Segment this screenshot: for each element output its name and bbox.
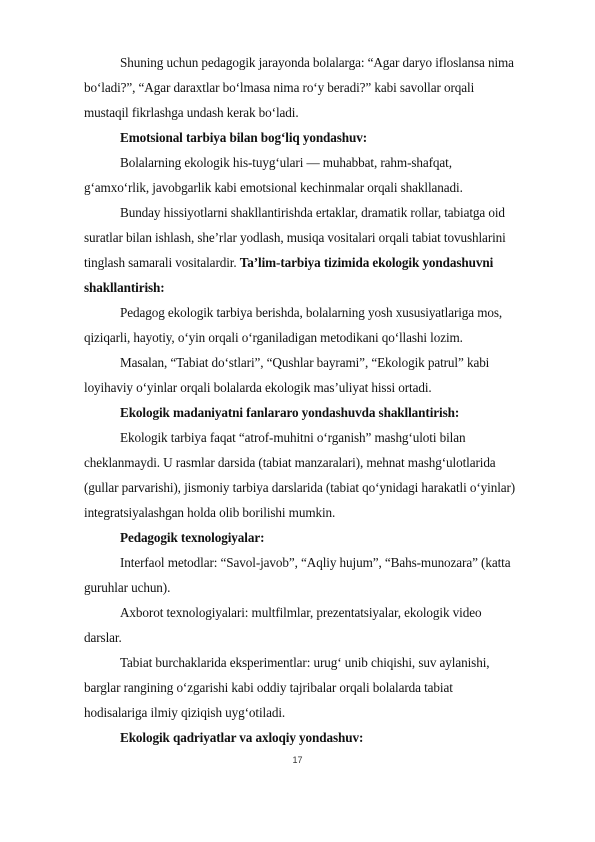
section-heading: Ekologik madaniyatni fanlararo yondashuvda shakllantirish: (120, 405, 460, 420)
paragraph-line: qiziqarli, hayotiy, o‘yin orqali o‘rganiladigan metodikani qo‘llashi lozim. (84, 330, 463, 345)
section-heading: Pedagogik texnologiyalar: (120, 530, 265, 545)
paragraph-line: mustaqil fikrlashga undash kerak bo‘ladi. (84, 105, 299, 120)
paragraph-line: Shuning uchun pedagogik jarayonda bolalarga: “Agar daryo ifloslansa nima (120, 55, 514, 70)
paragraph-text: tinglash samarali vositalardir. (84, 255, 240, 270)
paragraph-line: Interfaol metodlar: “Savol-javob”, “Aqliy hujum”, “Bahs-munozara” (katta (120, 555, 511, 570)
section-heading: Ekologik qadriyatlar va axloqiy yondashuv: (120, 730, 364, 745)
paragraph-line: g‘amxo‘rlik, javobgarlik kabi emotsional kechinmalar orqali shakllanadi. (84, 180, 463, 195)
paragraph-line: (gullar parvarishi), jismoniy tarbiya darslarida (tabiat qo‘ynidagi harakatli o‘yinlar) (84, 480, 516, 495)
paragraph-line-mixed (84, 255, 493, 271)
paragraph-line: bo‘ladi?”, “Agar daraxtlar bo‘lmasa nima ro‘y beradi?” kabi savollar orqali (84, 80, 475, 95)
paragraph-line: Masalan, “Tabiat do‘stlari”, “Qushlar bayrami”, “Ekologik patrul” kabi (120, 355, 490, 370)
paragraph-line: Pedagog ekologik tarbiya berishda, bolalarning yosh xususiyatlariga mos, (120, 305, 503, 320)
paragraph-line: Tabiat burchaklarida eksperimentlar: urug‘ unib chiqishi, suv aylanishi, (120, 655, 490, 670)
paragraph-line: barglar rangining o‘zgarishi kabi oddiy tajribalar orqali bolalarda tabiat (84, 680, 453, 695)
paragraph-line: Bolalarning ekologik his-tuyg‘ulari — muhabbat, rahm-shafqat, (120, 155, 452, 170)
paragraph-line: suratlar bilan ishlash, she’rlar yodlash, musiqa vositalari orqali tabiat tovushlarini (84, 230, 506, 245)
paragraph-line: loyihaviy o‘yinlar orqali bolalarda ekologik mas’uliyat hissi ortadi. (84, 380, 432, 395)
paragraph-line: cheklanmaydi. U rasmlar darsida (tabiat manzaralari), mehnat mashg‘ulotlarida (84, 455, 496, 470)
paragraph-line: Ekologik tarbiya faqat “atrof-muhitni o‘rganish” mashg‘uloti bilan (120, 430, 466, 445)
paragraph-line: integratsiyalashgan holda olib borilishi mumkin. (84, 505, 336, 520)
page-number: 17 (292, 755, 303, 765)
section-heading: Emotsional tarbiya bilan bog‘liq yondashuv: (120, 130, 368, 145)
section-heading-start: Ta’lim-tarbiya tizimida ekologik yondashuvni (239, 255, 494, 270)
paragraph-line: hodisalariga ilmiy qiziqish uyg‘otiladi. (84, 705, 286, 720)
section-heading: shakllantirish: (84, 280, 165, 295)
paragraph-line: darslar. (84, 630, 122, 645)
paragraph-line: Axborot texnologiyalari: multfilmlar, prezentatsiyalar, ekologik video (120, 605, 482, 620)
paragraph-line: guruhlar uchun). (84, 580, 171, 595)
paragraph-line: Bunday hissiyotlarni shakllantirishda ertaklar, dramatik rollar, tabiatga oid (120, 205, 505, 220)
